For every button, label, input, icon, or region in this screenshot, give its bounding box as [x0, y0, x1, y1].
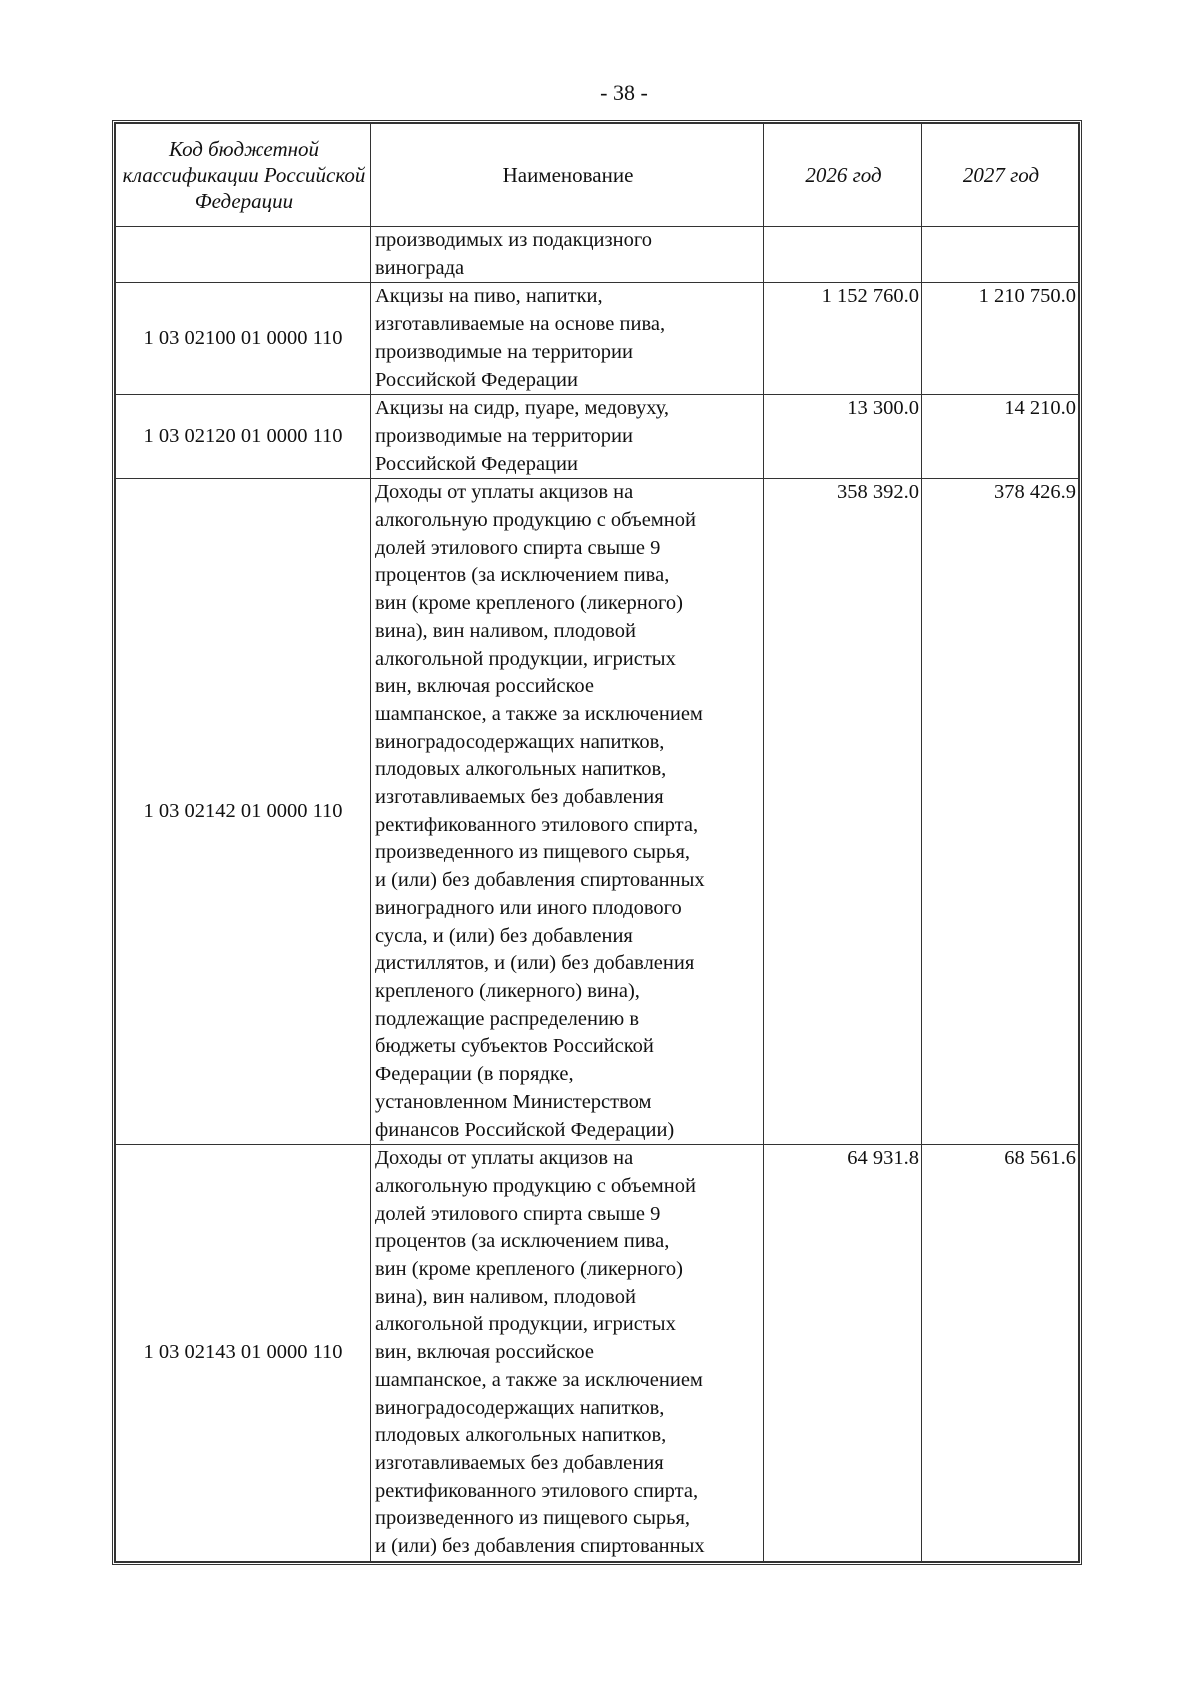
- row-name: [371, 227, 764, 283]
- row-value-2027: 1 210 750.0: [922, 283, 1079, 395]
- table-row: [116, 227, 1079, 283]
- table-row: [116, 1145, 1079, 1562]
- row-name: [371, 283, 764, 395]
- row-name-text: Акцизы на сидр, пуаре, медовуху, производимые на территории Российской Федерации: [375, 397, 670, 475]
- row-value-2027: 378 426.9: [922, 479, 1079, 1145]
- row-name-text: производимых из подакцизного винограда: [375, 229, 652, 279]
- row-name-text: Доходы от уплаты акцизов на алкогольную продукцию с объемной долей этилового спирта свыше 9 процентов (за исключением пива, вин (кроме крепленого (ликерного) вина), вин наливом, плодовой алкогольной продукции, игристых вин, включая российское шампанское, а также за исключением виноградосодержащих напитков, плодовых алкогольных напитков, изготавливаемых без добавления ректификованного этилового спирта, произведенного из пищевого сырья, и (или) без добавления спиртованных: [375, 1147, 705, 1558]
- row-code: 1 03 02120 01 0000 110: [116, 395, 371, 479]
- table-header-row: [116, 124, 1079, 227]
- row-value-2026: 13 300.0: [764, 395, 922, 479]
- row-value-2027: [922, 227, 1079, 283]
- row-name-text: Доходы от уплаты акцизов на алкогольную продукцию с объемной долей этилового спирта свыше 9 процентов (за исключением пива, вин (кроме крепленого (ликерного) вина), вин наливом, плодовой алкогольной продукции, игристых вин, включая российское шампанское, а также за исключением виноградосодержащих напитков, плодовых алкогольных напитков, изготавливаемых без добавления ректификованного этилового спирта, произведенного из пищевого сырья, и (или) без добавления спиртованных виноградного или иного плодового сусла, и (или) без добавления дистиллятов, и (или) без добавления крепленого (ликерного) вина), подлежащие распределению в бюджеты субъектов Российской Федерации (в порядке, установленном Министерством финансов Российской Федерации): [375, 481, 705, 1141]
- table-row: [116, 283, 1079, 395]
- row-name-text: Акцизы на пиво, напитки, изготавливаемые на основе пива, производимые на территории Российской Федерации: [375, 285, 666, 391]
- header-name: Наименование: [371, 124, 764, 227]
- budget-table-container: [112, 120, 1082, 1565]
- row-code: [116, 227, 371, 283]
- row-value-2026: 64 931.8: [764, 1145, 922, 1562]
- row-value-2027: 68 561.6: [922, 1145, 1079, 1562]
- row-code: 1 03 02142 01 0000 110: [116, 479, 371, 1145]
- header-year-2027: 2027 год: [922, 124, 1079, 227]
- row-name: [371, 479, 764, 1145]
- row-value-2027: 14 210.0: [922, 395, 1079, 479]
- row-code: 1 03 02100 01 0000 110: [116, 283, 371, 395]
- budget-classification-table: [115, 123, 1079, 1562]
- header-year-2026: 2026 год: [764, 124, 922, 227]
- row-value-2026: 1 152 760.0: [764, 283, 922, 395]
- row-name: [371, 1145, 764, 1562]
- row-name: [371, 395, 764, 479]
- table-row: [116, 479, 1079, 1145]
- table-row: [116, 395, 1079, 479]
- row-value-2026: [764, 227, 922, 283]
- row-value-2026: 358 392.0: [764, 479, 922, 1145]
- page-number: - 38 -: [600, 80, 648, 105]
- row-code: 1 03 02143 01 0000 110: [116, 1145, 371, 1562]
- header-code: Код бюджетной классификации Российской Федерации: [116, 124, 371, 227]
